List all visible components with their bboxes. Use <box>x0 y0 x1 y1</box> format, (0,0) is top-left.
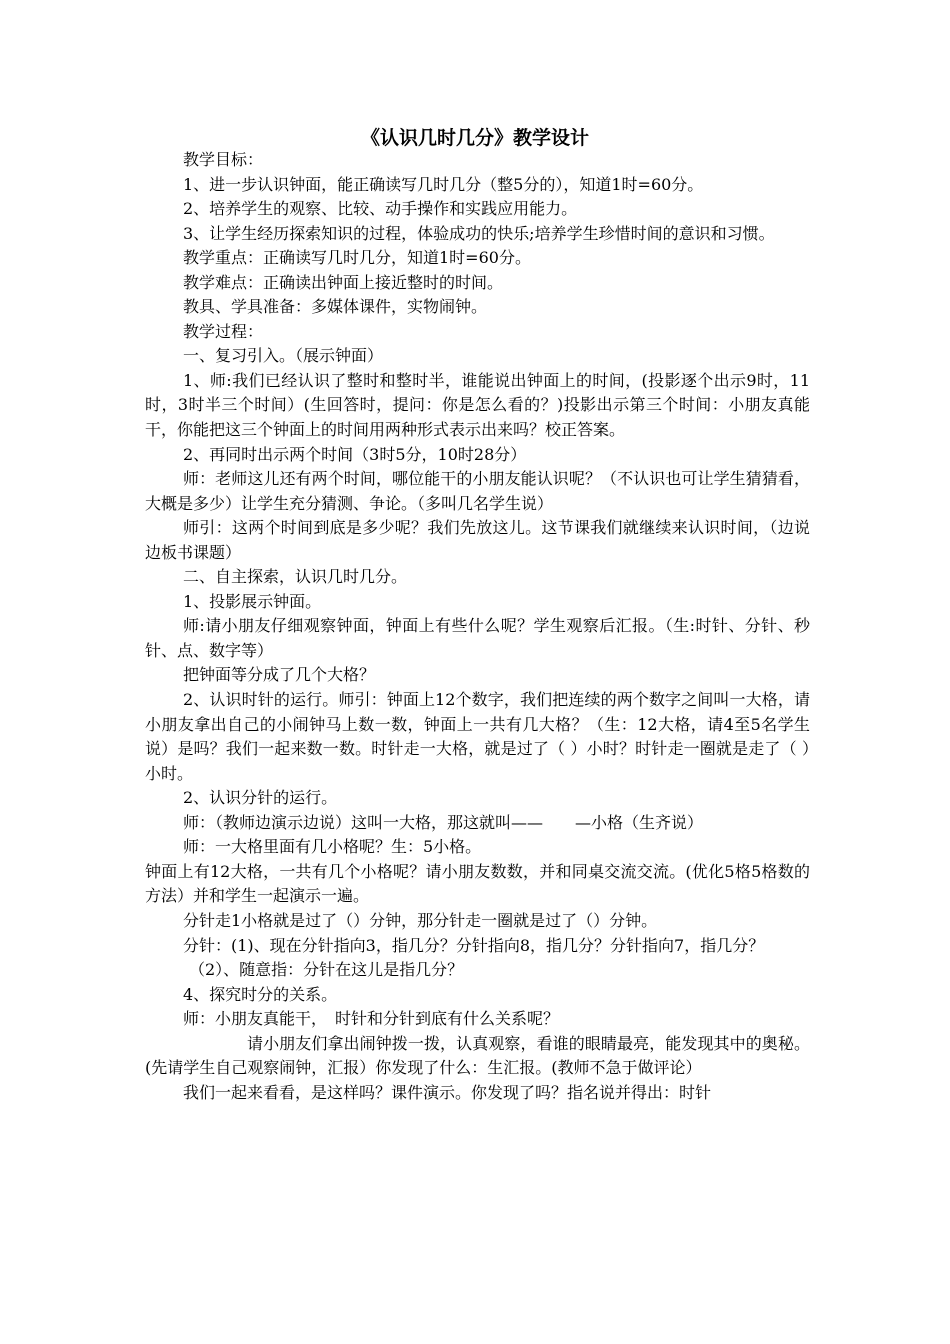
paragraph: 一、复习引入。（展示钟面） <box>183 346 384 366</box>
paragraph: 师：小朋友真能干， 时针和分针到底有什么关系呢？ <box>183 1009 560 1029</box>
paragraph: 师：老师这儿还有两个时间，哪位能干的小朋友能认识呢？（不认识也可让学生猜猜看，大概是多少）让学生充分猜测、争论。（多叫几名学生说） <box>145 469 810 513</box>
paragraph: 1、投影展示钟面。 <box>183 591 322 611</box>
paragraph: （2）、随意指：分针在这儿是指几分？ <box>189 960 464 980</box>
paragraph: 2、培养学生的观察、比较、动手操作和实践应用能力。 <box>183 199 578 219</box>
paragraph: 分针走1小格就是过了（）分钟，那分针走一圈就是过了（）分钟。 <box>183 910 658 930</box>
document-title: 《认识几时几分》教学设计 <box>360 127 589 149</box>
paragraph: 教学过程： <box>183 321 264 341</box>
paragraph: 教学目标： <box>183 150 264 169</box>
paragraph: 2、认识分针的运行。 <box>183 788 338 808</box>
paragraph: 教学重点：正确读写几时几分，知道1时=60分。 <box>183 248 531 268</box>
paragraph: 钟面上有12大格，一共有几个小格呢？请小朋友数数，并和同桌交流交流。(优化5格5格数的方法）并和学生一起演示一遍。 <box>145 861 810 906</box>
paragraph: 1、师:我们已经认识了整时和整时半，谁能说出钟面上的时间，(投影逐个出示9时，11时，3时半三个时间）(生回答时，提问：你是怎么看的？)投影出示第三个时间：小朋友真能干，你能把这三个钟面上的时间用两种形式表示出来吗？校正答案。 <box>145 370 810 440</box>
paragraph: 3、让学生经历探索知识的过程，体验成功的快乐;培养学生珍惜时间的意识和习惯。 <box>183 223 775 243</box>
paragraph: 师：（教师边演示边说）这叫一大格，那这就叫—— —小格（生齐说） <box>183 812 704 832</box>
paragraph: 4、探究时分的关系。 <box>183 984 338 1004</box>
document-body <box>145 148 810 1105</box>
paragraph: 教具、学具准备：多媒体课件，实物闹钟。 <box>183 297 488 317</box>
paragraph: 师：一大格里面有几小格呢？生：5小格。 <box>183 837 482 857</box>
paragraph: 教学难点：正确读出钟面上接近整时的时间。 <box>183 272 504 292</box>
paragraph: 师引：这两个时间到底是多少呢？我们先放这儿。这节课我们就继续来认识时间，（边说边板书课题） <box>145 518 810 562</box>
paragraph: 把钟面等分成了几个大格？ <box>183 665 376 685</box>
paragraph: 分针：(1)、现在分针指向3，指几分？分针指向8，指几分？分针指向7，指几分？ <box>183 935 765 955</box>
paragraph: 二、自主探索，认识几时几分。 <box>183 567 408 587</box>
paragraph: 我们一起来看看，是这样吗？课件演示。你发现了吗？指名说并得出：时针 <box>183 1082 712 1102</box>
paragraph: 1、进一步认识钟面，能正确读写几时几分（整5分的），知道1时=60分。 <box>183 174 704 194</box>
paragraph: 2、再同时出示两个时间（3时5分，10时28分） <box>183 444 527 464</box>
paragraph: 请小朋友们拿出闹钟拨一拨，认真观察，看谁的眼睛最亮，能发现其中的奥秘。(先请学生自己观察闹钟，汇报）你发现了什么：生汇报。(教师不急于做评论） <box>145 1033 810 1078</box>
paragraph: 师:请小朋友仔细观察钟面，钟面上有些什么呢？学生观察后汇报。（生:时针、分针、秒针、点、数字等） <box>145 616 810 660</box>
paragraph: 2、认识时针的运行。师引：钟面上12个数字，我们把连续的两个数字之间叫一大格，请小朋友拿出自己的小闹钟马上数一数，钟面上一共有几大格？（生：12大格，请4至5名学生说）是吗？我们一起来数一数。时针走一大格，就是过了（ ）小时？时针走一圈就是走了（ ）小时。 <box>145 690 810 783</box>
